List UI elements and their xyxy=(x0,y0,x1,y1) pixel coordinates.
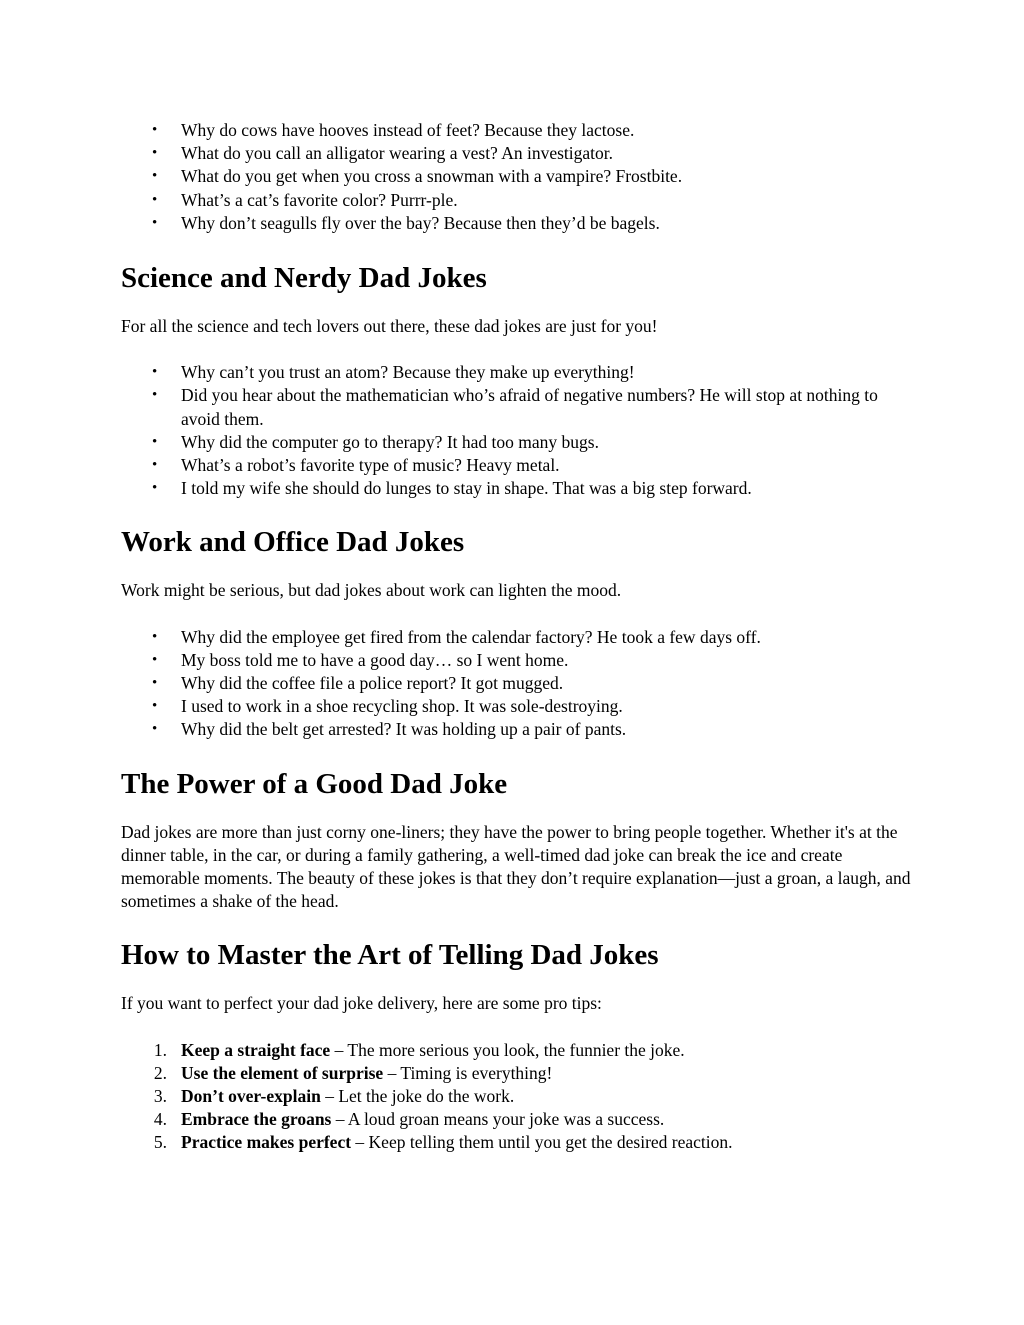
science-jokes-list xyxy=(121,361,911,500)
bullet-icon: • xyxy=(152,433,158,450)
list-item: • I used to work in a shoe recycling shop. It was sole-destroying. xyxy=(121,695,911,718)
master-heading: How to Master the Art of Telling Dad Jokes xyxy=(121,939,659,972)
list-item: 2. Use the element of surprise – Timing is everything! xyxy=(153,1062,553,1083)
bullet-icon: • xyxy=(152,214,158,231)
bullet-icon: • xyxy=(152,168,158,185)
bullet-icon: • xyxy=(152,651,158,668)
list-item: • What do you get when you cross a snowman with a vampire? Frostbite. xyxy=(121,165,911,188)
work-intro: Work might be serious, but dad jokes about work can lighten the mood. xyxy=(121,580,622,601)
power-heading: The Power of a Good Dad Joke xyxy=(121,767,508,800)
list-item: • What’s a robot’s favorite type of music? Heavy metal. xyxy=(121,454,911,477)
bullet-icon: • xyxy=(152,480,158,497)
animal-jokes-list xyxy=(121,119,911,235)
list-item: • My boss told me to have a good day… so I went home. xyxy=(121,649,911,672)
list-item: • Why did the computer go to therapy? It had too many bugs. xyxy=(121,431,911,454)
list-item: • Why do cows have hooves instead of feet? Because they lactose. xyxy=(121,119,911,142)
pro-tips-list xyxy=(121,1039,911,1155)
bullet-icon: • xyxy=(152,457,158,474)
bullet-icon: • xyxy=(152,122,158,138)
list-item: • Did you hear about the mathematician who’s afraid of negative numbers? He will stop at nothing to avoid them. xyxy=(152,385,878,429)
bullet-icon: • xyxy=(152,145,158,162)
science-heading: Science and Nerdy Dad Jokes xyxy=(121,262,487,295)
science-intro: For all the science and tech lovers out there, these dad jokes are just for you! xyxy=(121,316,658,337)
power-body: Dad jokes are more than just corny one-liners; they have the power to bring people together. Whether it's at the dinner table, in the car, or during a family gathering, a well-timed dad joke can break the ice and create memorable moments. The beauty of these jokes is that they don’t require explanation—just a groan, a laugh, and sometimes a shake of the head. xyxy=(121,821,911,912)
list-item: • Why did the belt get arrested? It was holding up a pair of pants. xyxy=(121,718,911,741)
bullet-icon: • xyxy=(152,628,158,645)
bullet-icon: • xyxy=(152,698,158,715)
bullet-icon: • xyxy=(152,191,158,208)
list-item: 1. Keep a straight face – The more serious you look, the funnier the joke. xyxy=(153,1039,685,1060)
list-item: • Why did the employee get fired from the calendar factory? He took a few days off. xyxy=(121,626,911,649)
list-item: • Why don’t seagulls fly over the bay? Because then they’d be bagels. xyxy=(121,212,911,235)
document-content xyxy=(121,119,911,1155)
list-item: • Why did the coffee file a police report? It got mugged. xyxy=(121,672,911,695)
list-item: • Why can’t you trust an atom? Because they make up everything! xyxy=(121,361,911,384)
bullet-icon: • xyxy=(152,364,158,381)
list-item: • What’s a cat’s favorite color? Purrr-ple. xyxy=(121,189,911,212)
list-item: • I told my wife she should do lunges to stay in shape. That was a big step forward. xyxy=(121,477,911,500)
work-heading: Work and Office Dad Jokes xyxy=(121,526,465,559)
list-item: 5. Practice makes perfect – Keep telling them until you get the desired reaction. xyxy=(153,1132,733,1153)
master-intro: If you want to perfect your dad joke delivery, here are some pro tips: xyxy=(121,993,602,1014)
work-jokes-list xyxy=(121,626,911,742)
bullet-icon: • xyxy=(152,675,158,692)
list-item: 3. Don’t over-explain – Let the joke do the work. xyxy=(153,1086,515,1107)
bullet-icon: • xyxy=(152,721,158,738)
bullet-icon: • xyxy=(152,387,158,404)
list-item: 4. Embrace the groans – A loud groan means your joke was a success. xyxy=(153,1109,665,1130)
list-item: • What do you call an alligator wearing a vest? An investigator. xyxy=(121,142,911,165)
